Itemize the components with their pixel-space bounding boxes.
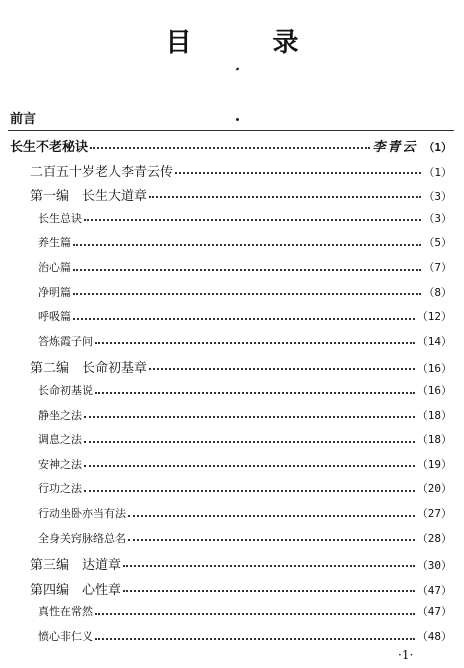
- toc-entry-page: （1）: [423, 165, 452, 179]
- dot-leader: [149, 195, 421, 198]
- toc-entry: [38, 284, 452, 300]
- dot-leader: [73, 268, 421, 271]
- dot-leader: [95, 637, 415, 640]
- toc-entry-page: （3）: [423, 211, 452, 225]
- dot-leader: [73, 243, 421, 246]
- page-title: 目 录: [165, 28, 335, 58]
- toc-entry-title: 行动坐卧亦当有法: [38, 507, 126, 520]
- toc-entry-title: 安神之法: [38, 457, 82, 471]
- toc-entry: [38, 333, 452, 349]
- toc-entry-title: 第二编 长命初基章: [30, 361, 148, 377]
- toc-entry-page: （19）: [416, 457, 452, 471]
- toc-entry-page: （27）: [416, 507, 452, 520]
- toc-entry: [30, 579, 452, 598]
- toc-entry: [38, 234, 452, 250]
- toc-entry: [38, 456, 452, 472]
- toc-entry-title: 净明篇: [38, 285, 71, 299]
- toc-entry-page: （7）: [423, 261, 452, 274]
- toc-entry: [38, 603, 452, 619]
- toc-entry: [38, 480, 452, 496]
- dot-leader: [73, 292, 421, 295]
- toc-entry-page: （8）: [423, 285, 452, 299]
- ink-speck: [236, 67, 240, 70]
- toc-entry: [30, 554, 452, 573]
- dot-leader: [90, 146, 370, 149]
- toc-entry: [38, 382, 452, 398]
- dot-leader: [128, 538, 415, 541]
- toc-entry-title: 答炼霞子问: [38, 334, 93, 348]
- dot-leader: [84, 218, 421, 221]
- toc-entry-title: 第三编 达道章: [30, 558, 122, 574]
- toc-entry-title: 第一编 长生大道章: [30, 189, 148, 205]
- toc-entry-author: 李青云: [372, 140, 418, 155]
- toc-entry: [38, 505, 452, 521]
- dot-leader: [84, 440, 415, 443]
- ink-speck: [236, 118, 239, 121]
- toc-entry-page: （12）: [416, 310, 452, 324]
- toc-entry-title: 真性在常然: [38, 605, 93, 619]
- dot-leader: [95, 612, 415, 615]
- toc-entry: [30, 357, 452, 376]
- dot-leader: [123, 589, 415, 592]
- toc-entry-page: （47）: [416, 605, 452, 619]
- toc-entry-page: （30）: [416, 559, 452, 573]
- toc-entry-page: （47）: [416, 583, 452, 597]
- toc-entry-page: （16）: [416, 362, 452, 376]
- toc-entry: [38, 431, 452, 447]
- toc-entry: [30, 185, 452, 204]
- toc-entry-page: （3）: [423, 190, 452, 204]
- toc-entry-title: 行功之法: [38, 482, 82, 496]
- dot-leader: [128, 514, 415, 517]
- toc-entry-page: （18）: [416, 408, 452, 422]
- toc-entry-page: （14）: [416, 334, 452, 348]
- toc-entry: [30, 161, 452, 180]
- dot-leader: [73, 317, 415, 320]
- toc-entry-title: 长生不老秘诀: [10, 140, 89, 155]
- dot-leader: [123, 564, 415, 567]
- toc-entry-title: 愤心非仁义: [38, 630, 93, 643]
- toc-entry-title: 养生篇: [38, 236, 71, 250]
- toc-entry-page: （18）: [416, 433, 452, 447]
- preface-label: 前言: [10, 112, 37, 127]
- dot-leader: [84, 464, 415, 467]
- toc-entry-page: （5）: [423, 236, 452, 250]
- divider-line: [8, 130, 454, 131]
- toc-entry-title: 呼吸篇: [38, 310, 71, 324]
- dot-leader: [95, 341, 415, 344]
- dot-leader: [149, 367, 415, 370]
- toc-entry-title: 长生总诀: [38, 211, 82, 225]
- toc-entry-page: （1）: [423, 141, 452, 154]
- toc-entry: [38, 407, 452, 423]
- toc-entry: [38, 308, 452, 324]
- toc-entry-title: 全身关窍脉络总名: [38, 531, 126, 545]
- toc-entry-page: （20）: [416, 482, 452, 496]
- toc-entry-title: 静坐之法: [38, 408, 82, 422]
- toc-entry-title: 治心篇: [38, 261, 71, 274]
- dot-leader: [175, 171, 421, 174]
- toc-entry-title: 二百五十岁老人李青云传: [30, 164, 174, 180]
- toc-entry: [10, 136, 452, 155]
- toc-entry-title: 调息之法: [38, 433, 82, 447]
- toc-entry: [38, 210, 452, 226]
- dot-leader: [84, 415, 415, 418]
- toc-entry-page: （48）: [416, 630, 452, 643]
- toc-entry-page: （16）: [416, 384, 452, 397]
- toc-entry-page: （28）: [416, 531, 452, 545]
- toc-entry-title: 第四编 心性章: [30, 582, 122, 598]
- toc-entry: [38, 530, 452, 546]
- toc-entry: [38, 259, 452, 275]
- toc-entry: [38, 628, 452, 644]
- dot-leader: [84, 489, 415, 492]
- page-number: ·1·: [398, 648, 414, 662]
- toc-entry-title: 长命初基说: [38, 384, 93, 397]
- dot-leader: [95, 391, 415, 394]
